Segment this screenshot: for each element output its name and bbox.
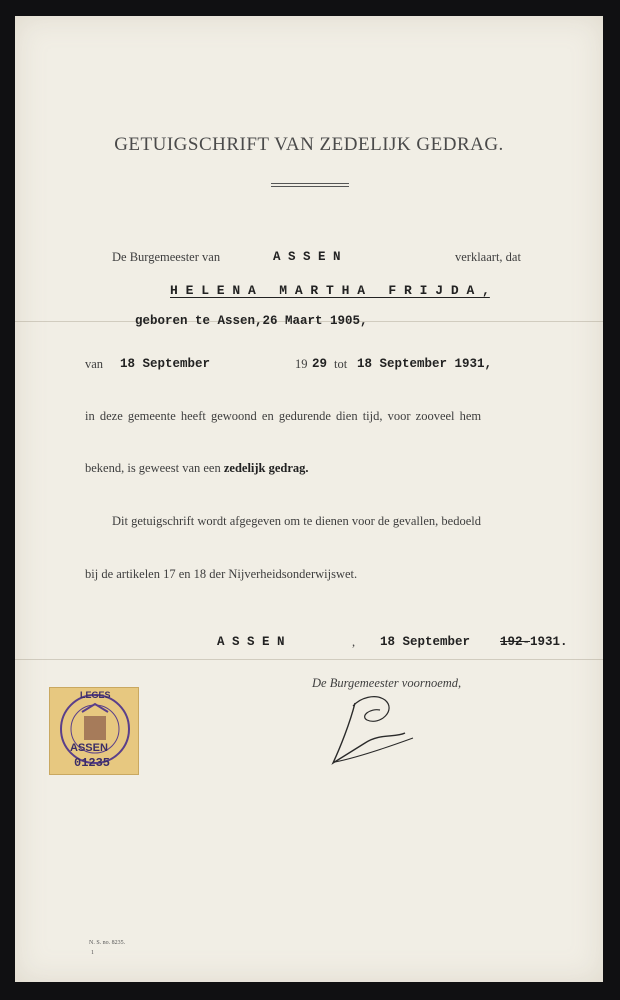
stamp-place-text: ASSEN xyxy=(70,742,108,754)
document-title: GETUIGSCHRIFT VAN ZEDELIJK GEDRAG. xyxy=(114,134,504,155)
conduct-phrase: zedelijk gedrag. xyxy=(223,461,309,475)
century-label: 19 xyxy=(295,357,308,371)
signature xyxy=(325,688,420,768)
period-start: 18 September xyxy=(120,357,211,371)
person-name: H E L E N A M A R T H A F R I J D A , xyxy=(170,283,490,298)
paragraph-text: bekend, is geweest van een xyxy=(85,461,221,475)
certificate-page xyxy=(15,16,603,982)
paragraph-line: Dit getuigschrift wordt afgegeven om te dienen voor de gevallen, bedoeld xyxy=(112,514,481,528)
form-code: N. S. no. 8235. xyxy=(89,940,126,946)
stamp-top-text: LEGES xyxy=(80,690,111,700)
struck-year-prefix: 192- xyxy=(500,635,531,649)
paragraph-line xyxy=(85,461,309,476)
declares-label: verklaart, dat xyxy=(455,250,521,264)
comma: , xyxy=(352,635,356,649)
birth-details: geboren te Assen,26 Maart 1905, xyxy=(135,314,368,328)
signatory-label: De Burgemeester voornoemd, xyxy=(312,676,462,690)
title-rule xyxy=(271,183,349,184)
issue-date: 18 September xyxy=(380,635,471,649)
leges-stamp xyxy=(49,687,139,775)
form-subcode: 1 xyxy=(91,950,94,956)
period-start-year: 29 xyxy=(312,357,328,371)
burgemeester-label: De Burgemeester van xyxy=(112,250,221,264)
paragraph-line: in deze gemeente heeft gewoond en gedurende dien tijd, voor zooveel hem xyxy=(85,409,482,423)
municipality-name: A S S E N xyxy=(273,250,341,264)
title-rule xyxy=(271,186,349,187)
stamp-number: 01235 xyxy=(74,756,111,770)
to-label: tot xyxy=(334,357,348,371)
issue-year: 1931. xyxy=(530,635,568,649)
from-label: van xyxy=(85,357,104,371)
paragraph-line: bij de artikelen 17 en 18 der Nijverheidsonderwijswet. xyxy=(85,567,358,581)
issue-place: A S S E N xyxy=(217,635,285,649)
period-end: 18 September 1931, xyxy=(357,357,493,371)
fold-line xyxy=(15,659,603,660)
